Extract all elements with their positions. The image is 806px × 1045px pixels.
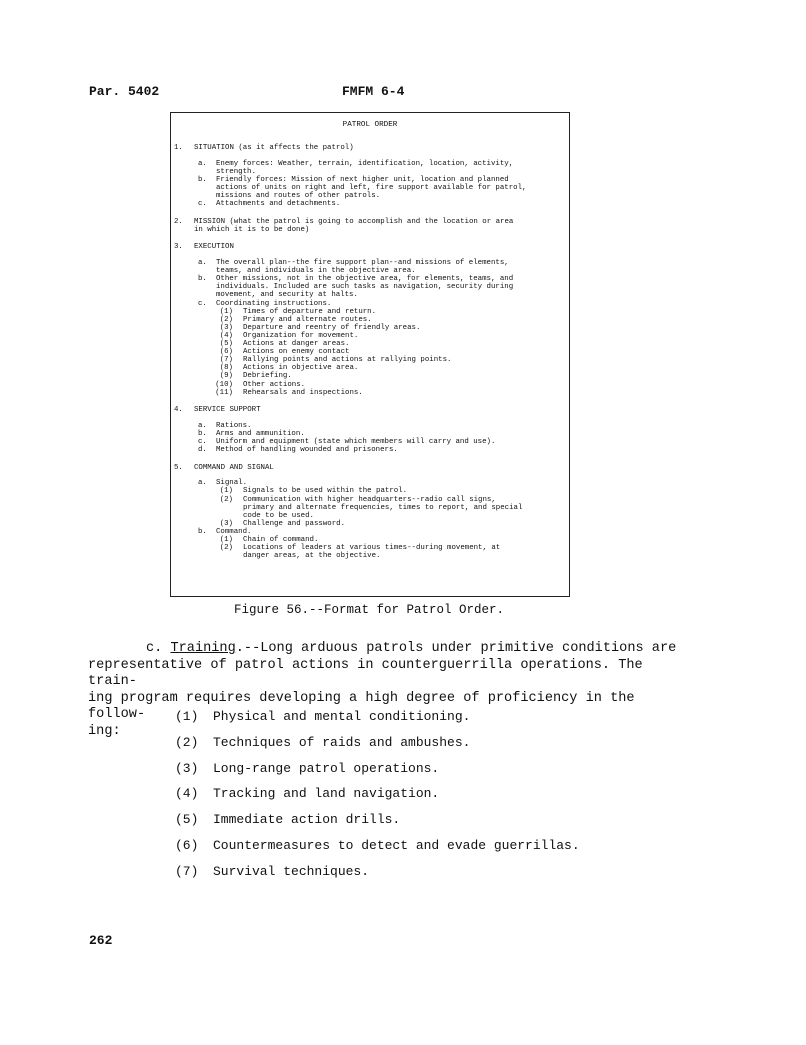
item-number: (8) bbox=[219, 364, 233, 373]
item-text: Actions at danger areas. bbox=[243, 340, 350, 349]
subsection-letter: b. bbox=[198, 429, 207, 438]
subsection-text: Signal. bbox=[216, 479, 248, 488]
section-number: 5. bbox=[174, 463, 183, 472]
item-text: danger areas, at the objective. bbox=[243, 552, 381, 561]
paragraph-line: ing: bbox=[88, 723, 121, 739]
subsection-letter: a. bbox=[198, 479, 207, 488]
subsection-text: movement, and security at halts. bbox=[216, 291, 358, 300]
running-header-left: Par. 5402 bbox=[89, 84, 160, 99]
list-item-number: (4) bbox=[175, 786, 199, 802]
item-number: (2) bbox=[219, 315, 233, 324]
section-title: MISSION (what the patrol is going to accomplish and the location or area bbox=[194, 217, 514, 226]
subsection-letter: b. bbox=[198, 175, 207, 184]
list-item-text: Countermeasures to detect and evade guerrillas. bbox=[213, 838, 580, 853]
item-text: Communication with higher headquarters--radio call signs, bbox=[243, 495, 496, 504]
subsection-letter: a. bbox=[198, 259, 207, 268]
paragraph-label-prefix: c. bbox=[146, 641, 171, 656]
item-text: Rallying points and actions at rallying points. bbox=[243, 356, 452, 365]
section-title: COMMAND AND SIGNAL bbox=[194, 463, 274, 472]
subsection-text: Method of handling wounded and prisoners. bbox=[216, 446, 398, 455]
list-item bbox=[175, 864, 369, 879]
list-item bbox=[175, 735, 470, 750]
section-title-cont: in which it is to be done) bbox=[194, 225, 310, 234]
item-text: Rehearsals and inspections. bbox=[243, 388, 363, 397]
subsection-letter: c. bbox=[198, 438, 207, 447]
page-number: 262 bbox=[89, 933, 113, 948]
item-text: Locations of leaders at various times--during movement, at bbox=[243, 544, 501, 553]
item-text: Actions in objective area. bbox=[243, 364, 359, 373]
subsection-text: actions of units on right and left, fire support available for patrol, bbox=[216, 184, 527, 193]
item-number: (3) bbox=[219, 323, 233, 332]
subsection-text: Friendly forces: Mission of next higher unit, location and planned bbox=[216, 175, 509, 184]
item-text: Challenge and password. bbox=[243, 519, 346, 528]
list-item bbox=[175, 786, 439, 801]
item-number: (4) bbox=[219, 331, 233, 340]
list-item-number: (2) bbox=[175, 734, 199, 750]
subsection-text: Enemy forces: Weather, terrain, identification, location, activity, bbox=[216, 159, 514, 168]
item-number: (2) bbox=[219, 495, 233, 504]
item-number: (5) bbox=[219, 340, 233, 349]
list-item-number: (1) bbox=[175, 709, 199, 724]
subsection-text: Arms and ammunition. bbox=[216, 429, 305, 438]
list-item-number: (3) bbox=[175, 760, 199, 776]
item-number: (10) bbox=[215, 380, 233, 389]
subsection-text: strength. bbox=[216, 167, 256, 176]
paragraph-line: representative of patrol actions in counterguerrilla operations. The train- bbox=[88, 657, 643, 689]
item-text: primary and alternate frequencies, times to report, and special bbox=[243, 503, 523, 512]
running-header-center: FMFM 6-4 bbox=[342, 84, 405, 99]
subsection-letter: a. bbox=[198, 421, 207, 430]
section-title: SERVICE SUPPORT bbox=[194, 406, 261, 415]
item-number: (7) bbox=[219, 356, 233, 365]
item-text: Debriefing. bbox=[243, 372, 292, 381]
section-number: 2. bbox=[174, 217, 183, 226]
subsection-letter: c. bbox=[198, 299, 207, 308]
section-title: EXECUTION bbox=[194, 243, 234, 252]
subsection-text: Coordinating instructions. bbox=[216, 299, 332, 308]
list-item bbox=[175, 838, 580, 853]
item-text: Organization for movement. bbox=[243, 331, 359, 340]
list-item bbox=[175, 761, 439, 776]
item-number: (6) bbox=[219, 348, 233, 357]
subsection-letter: d. bbox=[198, 446, 207, 455]
paragraph-label: Training bbox=[170, 641, 236, 656]
item-number: (2) bbox=[219, 544, 233, 553]
subsection-text: individuals. Included are such tasks as navigation, security during bbox=[216, 283, 514, 292]
subsection-text: The overall plan--the fire support plan--and missions of elements, bbox=[216, 259, 509, 268]
item-text: Chain of command. bbox=[243, 536, 319, 545]
section-number: 1. bbox=[174, 144, 183, 152]
list-item-text: Physical and mental conditioning. bbox=[213, 709, 471, 724]
item-number: (9) bbox=[219, 372, 233, 381]
section-title: SITUATION (as it affects the patrol) bbox=[194, 144, 354, 152]
item-text: Actions on enemy contact bbox=[243, 348, 350, 357]
subsection-text: teams, and individuals in the objective area. bbox=[216, 267, 416, 276]
subsection-letter: b. bbox=[198, 527, 207, 536]
item-text: code to be used. bbox=[243, 511, 314, 520]
subsection-text: Other missions, not in the objective area, for elements, teams, and bbox=[216, 275, 514, 284]
section-number: 4. bbox=[174, 406, 183, 415]
list-item bbox=[175, 709, 470, 724]
subsection-text: Command. bbox=[216, 527, 252, 536]
list-item-number: (6) bbox=[175, 838, 199, 853]
patrol-order-figure bbox=[170, 112, 570, 597]
figure-caption: Figure 56.--Format for Patrol Order. bbox=[234, 603, 505, 617]
subsection-text: missions and routes of other patrols. bbox=[216, 192, 381, 201]
paragraph-line: ing program requires developing a high degree of proficiency in the follow- bbox=[88, 690, 635, 722]
subsection-letter: c. bbox=[198, 200, 207, 209]
list-item-number: (7) bbox=[175, 863, 199, 879]
subsection-letter: a. bbox=[198, 159, 207, 168]
figure-title: PATROL ORDER bbox=[342, 121, 398, 129]
section-number: 3. bbox=[174, 243, 183, 252]
item-number: (1) bbox=[219, 536, 233, 545]
training-paragraph bbox=[88, 641, 692, 740]
subsection-letter: b. bbox=[198, 275, 207, 284]
item-text: Other actions. bbox=[243, 380, 306, 389]
item-number: (11) bbox=[215, 388, 233, 397]
list-item-text: Tracking and land navigation. bbox=[213, 786, 440, 802]
list-item-text: Immediate action drills. bbox=[213, 812, 401, 828]
item-text: Signals to be used within the patrol. bbox=[243, 487, 408, 496]
item-number: (1) bbox=[219, 307, 233, 316]
item-number: (1) bbox=[219, 487, 233, 496]
list-item-text: Techniques of raids and ambushes. bbox=[213, 734, 471, 750]
subsection-text: Uniform and equipment (state which members will carry and use). bbox=[216, 438, 496, 447]
list-item-number: (5) bbox=[175, 812, 199, 828]
list-item-text: Long-range patrol operations. bbox=[213, 760, 440, 776]
subsection-text: Attachments and detachments. bbox=[216, 200, 341, 209]
paragraph-line bbox=[88, 641, 692, 658]
list-item bbox=[175, 812, 400, 827]
paragraph-text: .--Long arduous patrols under primitive conditions are bbox=[235, 641, 677, 656]
item-number: (3) bbox=[219, 519, 233, 528]
list-item-text: Survival techniques. bbox=[213, 863, 370, 879]
item-text: Departure and reentry of friendly areas. bbox=[243, 323, 421, 332]
item-text: Times of departure and return. bbox=[243, 307, 377, 316]
item-text: Primary and alternate routes. bbox=[243, 315, 372, 324]
subsection-text: Rations. bbox=[216, 421, 252, 430]
